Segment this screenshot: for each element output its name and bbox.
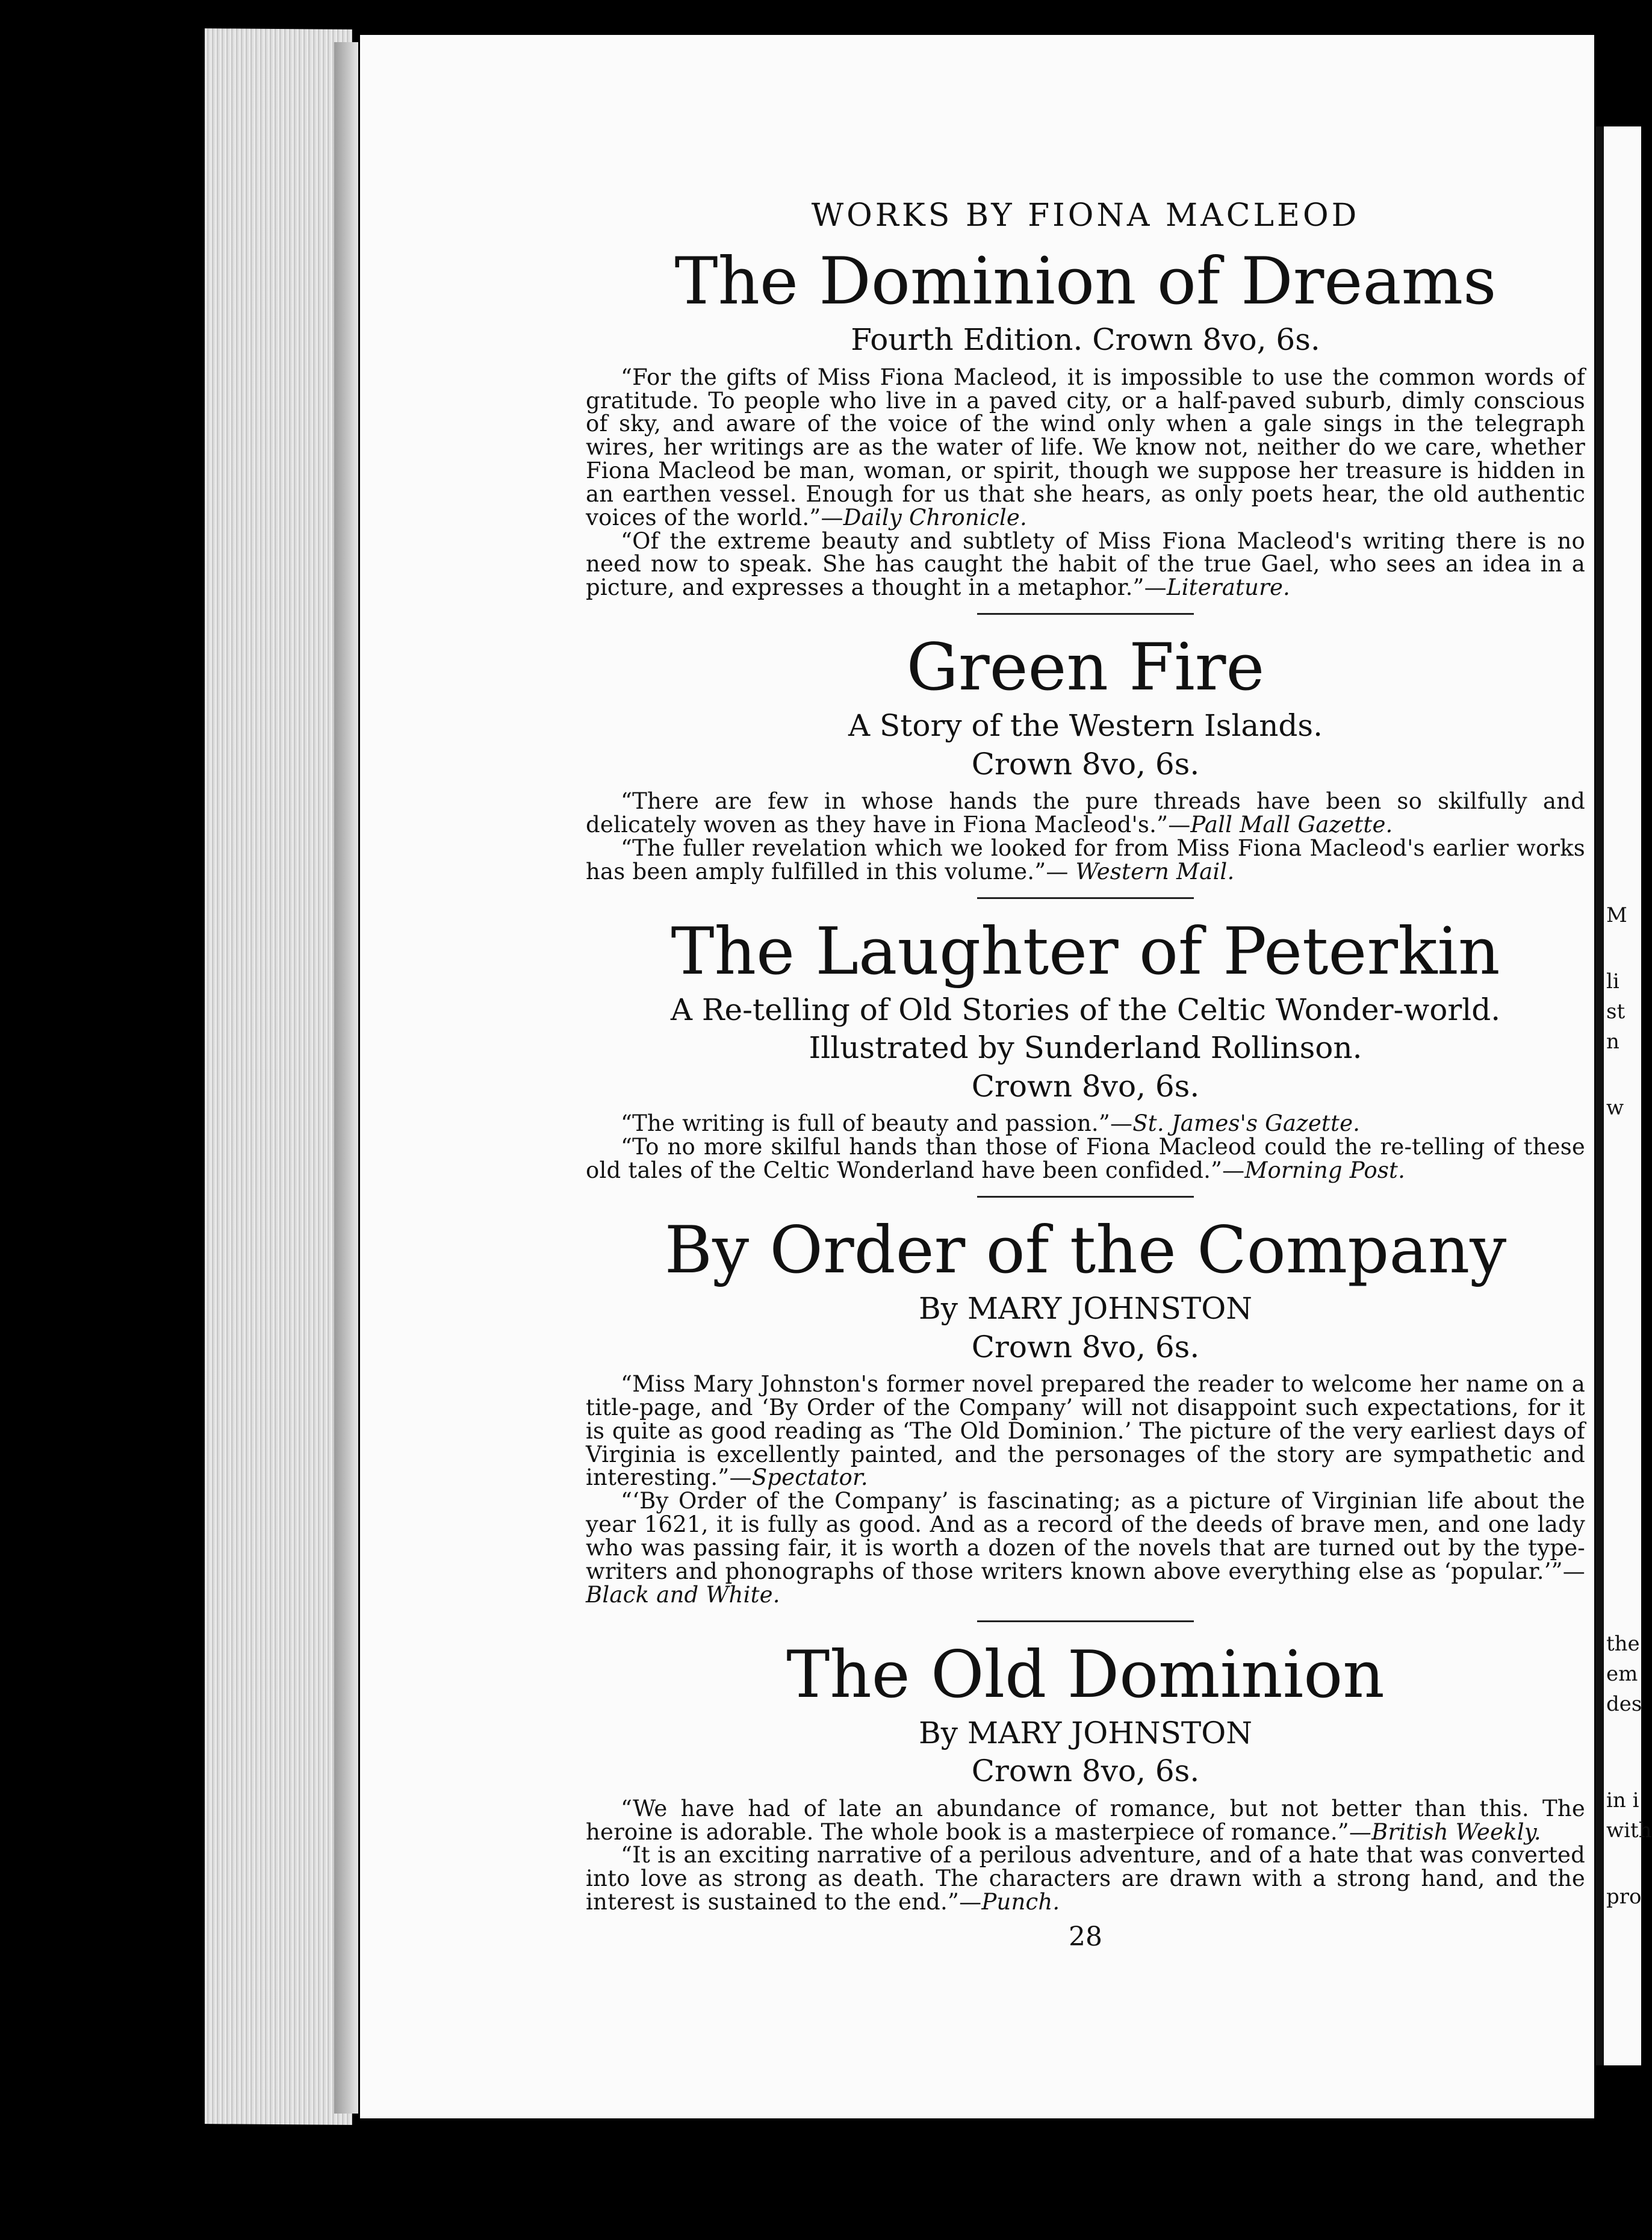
facing-page-fragment: li [1606,969,1619,994]
book-edition-line: Fourth Edition. Crown 8vo, 6s. [851,322,1320,358]
review-quote: “It is an exciting narrative of a perilous adventure, and of a hate that was converted into love as strong as death. The characters are drawn with a strong hand, and the interest is sustained to the end.”—Punch. [586,1842,1585,1915]
series-heading: WORKS BY FIONA MACLEOD [811,198,1360,234]
page-content [586,198,1585,1979]
review-quote: “The fuller revelation which we looked for from Miss Fiona Macleod's earlier works has been amply fulfilled in this volume.”— Western Mail. [586,835,1585,885]
review-quote: “We have had of late an abundance of romance, but not better than this. The heroine is adorable. The whole book is a masterpiece of romance.”—British Weekly. [586,1795,1585,1845]
facing-page-fragment: w [1606,1096,1624,1120]
book-edge-shadow [334,42,358,2114]
divider-rule [977,1620,1194,1622]
book-edition-line: Crown 8vo, 6s. [971,1753,1200,1789]
book-subtitle: A Story of the Western Islands. [848,708,1323,744]
reviews [586,366,1585,600]
reviews [586,1112,1585,1183]
review-quote: “Of the extreme beauty and subtlety of Miss Fiona Macleod's writing there is no need now to speak. She has caught the habit of the true Gael, who sees an idea in a picture, and expresses a thought in a metaphor.”—Literature. [586,527,1585,601]
facing-page-fragment: with [1606,1818,1652,1843]
page-number: 28 [1069,1921,1102,1952]
book-subtitle: A Re-telling of Old Stories of the Celtic Wonder-world. [670,992,1501,1027]
facing-page-fragment: the [1606,1632,1640,1656]
facing-page-fragment: n [1606,1030,1619,1054]
book-title: The Laughter of Peterkin [671,913,1500,989]
review-quote: “Miss Mary Johnston's former novel prepared the reader to welcome her name on a title-page, and ‘By Order of the Company’ will not disappoint such expectations, for it is quite as good reading as ‘The Old Dominion.’ The picture of the very earliest days of Virginia is excellently painted, and the personages of the story are sympathetic and interesting.”—Spectator. [586,1371,1585,1491]
review-source: Daily Chronicle. [843,504,1027,530]
book-fore-edge [205,28,352,2125]
review-quote: “For the gifts of Miss Fiona Macleod, it is impossible to use the common words of gratitude. To people who live in a paved city, or a half-paved suburb, dimly conscious of sky, and aware of the voice of the wind only when a gale sings in the telegraph wires, her writings are as the water of life. We know not, neither do we care, whether Fiona Macleod be man, woman, or spirit, though we suppose her treasure is hidden in an earthen vessel. Enough for us that she hears, as only poets hear, the old authentic voices of the world.”—Daily Chronicle. [586,364,1585,530]
book-author-line: By MARY JOHNSTON [919,1291,1252,1327]
review-quote: “To no more skilful hands than those of Fiona Macleod could the re-telling of these old tales of the Celtic Wonderland have been confided.”—Morning Post. [586,1134,1585,1184]
facing-page-fragment: in i [1606,1788,1639,1812]
reviews [586,1373,1585,1607]
book-entry-old-dominion [586,1638,1585,1914]
facing-page-fragment: st [1606,1000,1626,1024]
facing-page-fragment: pro [1606,1885,1642,1909]
divider-rule [977,897,1194,899]
review-source: Punch. [981,1889,1060,1915]
book-entry-by-order-of-the-company [586,1213,1585,1607]
book-title: The Dominion of Dreams [674,244,1497,319]
book-author-line: By MARY JOHNSTON [919,1715,1252,1750]
divider-rule [977,1196,1194,1198]
review-quote: “There are few in whose hands the pure threads have been so skilfully and delicately woven as they have in Fiona Macleod's.”—Pall Mall Gazette. [586,788,1585,838]
book-entry-laughter-of-peterkin [586,915,1585,1183]
divider-rule [977,613,1194,615]
book-illustrator-line: Illustrated by Sunderland Rollinson. [809,1030,1362,1066]
review-source: Pall Mall Gazette. [1190,812,1393,838]
book-title: By Order of the Company [664,1212,1507,1288]
book-edition-line: Crown 8vo, 6s. [971,1068,1200,1104]
facing-page-fragment: M [1606,903,1627,927]
review-source: Black and White. [586,1581,780,1608]
reviews [586,1797,1585,1914]
book-edition-line: Crown 8vo, 6s. [971,746,1200,782]
review-source: Morning Post. [1244,1157,1406,1184]
facing-page-edge [1595,126,1652,2065]
book-entry-green-fire [586,630,1585,884]
book-entry-dominion-of-dreams [586,244,1585,600]
book-title: Green Fire [906,630,1265,706]
review-source: Western Mail. [1075,858,1235,885]
review-quote: “‘By Order of the Company’ is fascinating; as a picture of Virginian life about the year 1621, it is fully as good. And as a record of the deeds of brave men, and one lady who was passing fair, it is worth a dozen of the novels that are turned out by the type-writers and phonographs of those writers known above everything else as ‘popular.’”—Black and White. [586,1488,1585,1608]
review-source: Literature. [1166,574,1291,601]
review-source: British Weekly. [1371,1818,1541,1845]
book-page [360,35,1594,2118]
review-source: Spectator. [751,1464,868,1491]
facing-page-fragment: em [1606,1662,1638,1686]
book-edition-line: Crown 8vo, 6s. [971,1329,1200,1364]
book-title: The Old Dominion [786,1637,1385,1713]
reviews [586,790,1585,883]
review-quote: “The writing is full of beauty and passion.”—St. James's Gazette. [621,1110,1361,1137]
facing-page-fragment: des [1606,1692,1642,1716]
review-source: St. James's Gazette. [1132,1110,1361,1137]
